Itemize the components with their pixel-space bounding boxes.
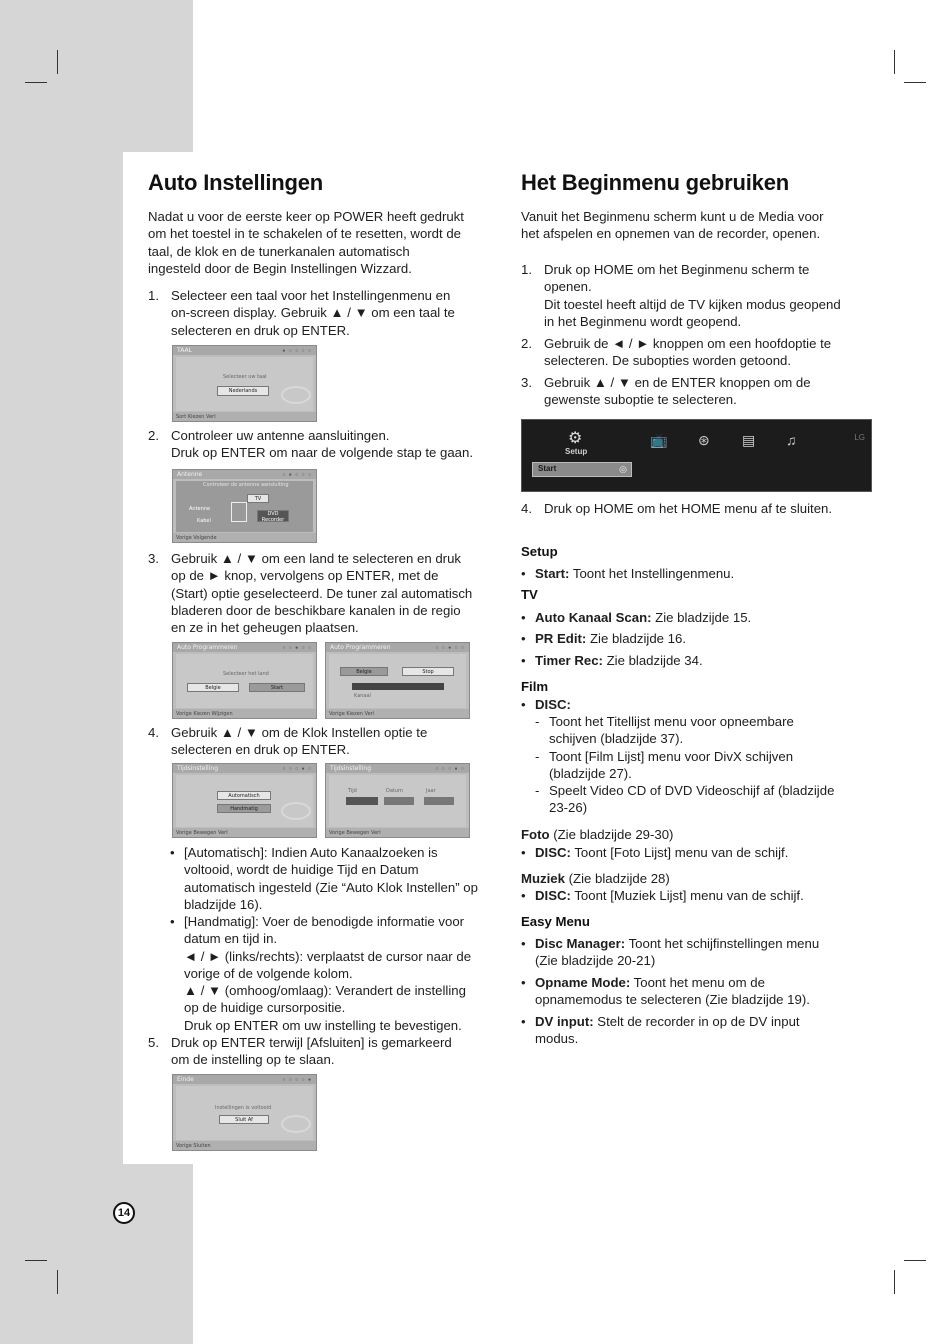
screen-einde: Einde ○ ○ ○ ○ ● Instellingen is voltooid Sluit Af Vorige Sluiten [172, 1074, 317, 1151]
crop-mark [894, 1270, 895, 1294]
screen-auto-programmeren-1: Auto Programmeren ○ ○ ● ○ ○ Selecteer het land Belgie Start Vorige Kiezen Wijzigen [172, 642, 317, 719]
screen-button: Handmatig [217, 804, 271, 813]
screen-button: Sluit Af [219, 1115, 269, 1124]
crop-mark [894, 50, 895, 74]
screen-button: Belgie [187, 683, 239, 692]
screen-tijdsinstelling-2: Tijdsinstelling ○ ○ ○ ● ○ Tijd Datum Jaar Vorige Bewegen Verl [325, 763, 470, 838]
setup-heading: Setup [521, 544, 558, 559]
right-intro: Vanuit het Beginmenu scherm kunt u de Media voor het afspelen en opnemen van de recorder, openen. [521, 209, 824, 242]
tv-heading: TV [521, 587, 538, 602]
screen-taal: TAAL ● ○ ○ ○ ○ Selecteer uw taal Nederlands Sort Kiezen Verl [172, 345, 317, 422]
screen-button: Nederlands [217, 386, 269, 396]
music-icon: ♫ [786, 432, 797, 448]
film-reel-icon: ⊛ [698, 432, 710, 448]
foto-heading: Foto (Zie bladzijde 29-30) [521, 827, 674, 842]
crop-mark [904, 1260, 926, 1261]
film-heading: Film [521, 679, 549, 694]
setup-gear-icon: ⚙ [568, 430, 583, 447]
photo-icon: ▤ [742, 432, 756, 448]
left-intro: Nadat u voor de eerste keer op POWER heeft gedrukt om het toestel in te schakelen of te resetten, wordt de taal, de klok en de tunerkanalen automatisch ingesteld door de Begin Instellingen Wizzard. [148, 209, 464, 276]
start-button[interactable]: Start ◎ [532, 462, 632, 477]
screen-button: Stop [402, 667, 454, 676]
page-number: 14 [113, 1202, 135, 1224]
lg-logo: LG [854, 433, 865, 442]
screen-button: Belgie [340, 667, 388, 676]
home-menu-banner [521, 419, 872, 492]
screen-button: Automatisch [217, 791, 271, 800]
setup-label: Setup [565, 447, 588, 456]
left-title: Auto Instellingen [148, 170, 324, 195]
screen-auto-programmeren-2: Auto Programmeren ○ ○ ● ○ ○ Belgie Stop Kanaal Vorige Kiezen Verl [325, 642, 470, 719]
tv-icon: 📺 [650, 432, 668, 448]
screen-button: Start [249, 683, 305, 692]
crop-mark [57, 1270, 58, 1294]
start-icon: ◎ [619, 464, 627, 474]
easy-menu-heading: Easy Menu [521, 914, 590, 929]
right-title: Het Beginmenu gebruiken [521, 170, 789, 195]
screen-tijdsinstelling-1: Tijdsinstelling ○ ○ ○ ● ○ Automatisch Handmatig Vorige Bewegen Verl [172, 763, 317, 838]
screen-button: DVD Recorder [257, 510, 289, 522]
crop-mark [904, 82, 926, 83]
muziek-heading: Muziek (Zie bladzijde 28) [521, 871, 670, 886]
crop-mark [25, 82, 47, 83]
crop-mark [25, 1260, 47, 1261]
screen-button: TV [247, 494, 269, 503]
screen-antenne: Antenne ○ ● ○ ○ ○ Controleer de antenne aansluiting Antenne Kabel TV DVD Recorder Vorige Volgende [172, 469, 317, 543]
crop-mark [57, 50, 58, 74]
